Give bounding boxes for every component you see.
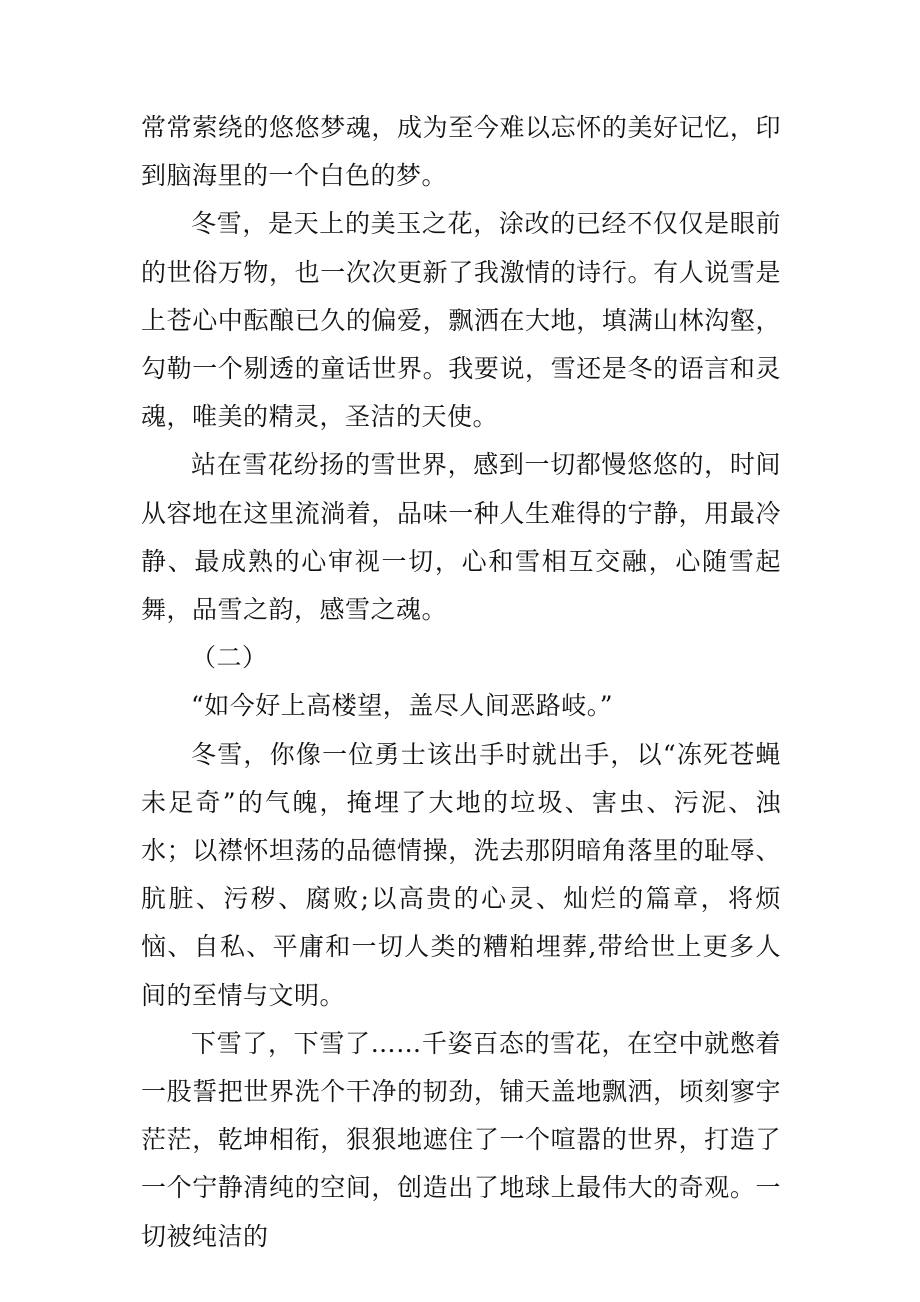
paragraph-2: 冬雪，是天上的美玉之花，涂改的已经不仅仅是眼前的世俗万物，也一次次更新了我激情的诗行。有人说雪是上苍心中酝酿已久的偏爱，飘洒在大地，填满山林沟壑，勾勒一个剔透的童话世界。我要说，雪还是冬的语言和灵魂，唯美的精灵，圣洁的天使。 (141, 209, 781, 432)
paragraph-1: 常常萦绕的悠悠梦魂，成为至今难以忘怀的美好记忆，印到脑海里的一个白色的梦。 (141, 113, 781, 191)
document-body (141, 104, 781, 1261)
poem-quote: “如今好上高楼望，盖尽人间恶路岐。” (191, 691, 614, 721)
paragraph-5: 下雪了，下雪了……千姿百态的雪花，在空中就憋着一股誓把世界洗个干净的韧劲，铺天盖地飘洒，顷刻寥宇茫茫，乾坤相衔，狠狠地遮住了一个喧嚣的世界，打造了一个宁静清纯的空间，创造出了地球上最伟大的奇观。一切被纯洁的 (141, 1028, 781, 1251)
paragraph-3: 站在雪花纷扬的雪世界，感到一切都慢悠悠的，时间从容地在这里流淌着，品味一种人生难得的宁静，用最冷静、最成熟的心审视一切，心和雪相互交融，心随雪起舞，品雪之韵，感雪之魂。 (141, 450, 781, 625)
paragraph-4: 冬雪，你像一位勇士该出手时就出手，以“冻死苍蝇未足奇”的气魄，掩埋了大地的垃圾、害虫、污泥、浊水；以襟怀坦荡的品德情操，洗去那阴暗角落里的耻辱、肮脏、污秽、腐败;以高贵的心灵、灿烂的篇章，将烦恼、自私、平庸和一切人类的糟粕埋葬,带给世上更多人间的至情与文明。 (141, 739, 781, 1010)
section-heading: （二） (191, 643, 268, 673)
